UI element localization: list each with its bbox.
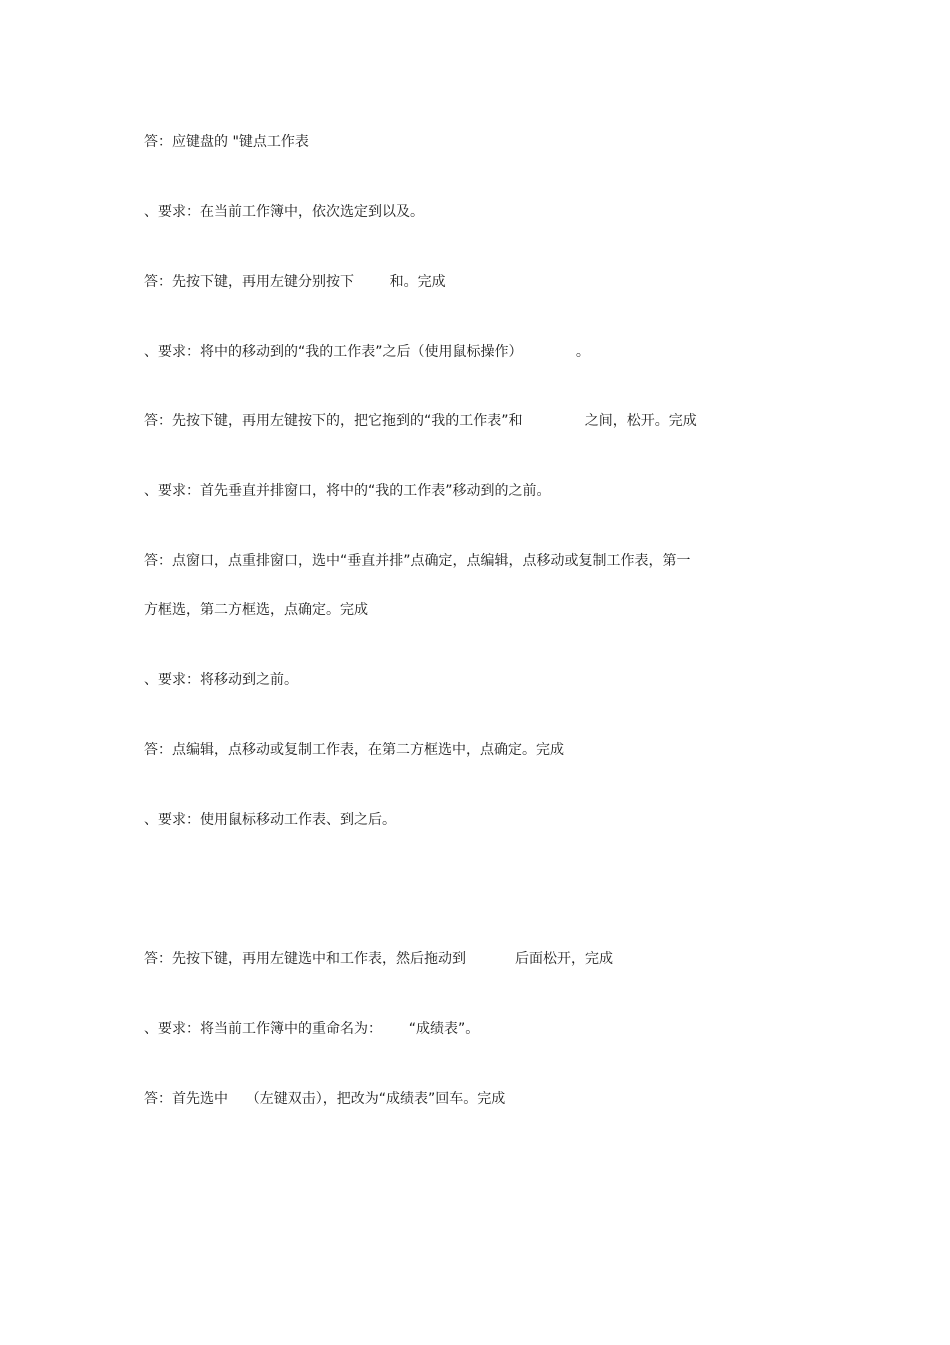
requirement-line-1: 、要求：在当前工作簿中，依次选定到以及。 [144, 204, 424, 220]
requirement-line-4: 、要求：将移动到之前。 [144, 672, 298, 688]
answer-line-5: 答：点编辑，点移动或复制工作表，在第二方框选中，点确定。完成 [144, 742, 564, 758]
answer-line-4: 答：点窗口，点重排窗口，选中“垂直并排”点确定，点编辑，点移动或复制工作表，第一 [144, 553, 691, 569]
requirement-line-6: 、要求：将当前工作簿中的重命名为： “成绩表”。 [144, 1021, 480, 1037]
answer-line-6: 答：先按下键，再用左键选中和工作表，然后拖动到 后面松开，完成 [144, 951, 613, 967]
answer-line-2: 答：先按下键，再用左键分别按下 和。完成 [144, 274, 446, 290]
requirement-line-2: 、要求：将中的移动到的“我的工作表”之后（使用鼠标操作） 。 [144, 344, 590, 360]
requirement-line-3: 、要求：首先垂直并排窗口，将中的“我的工作表”移动到的之前。 [144, 483, 551, 499]
answer-line-1: 答：应键盘的 "键点工作表 [144, 134, 309, 150]
requirement-line-5: 、要求：使用鼠标移动工作表、到之后。 [144, 812, 396, 828]
answer-line-4-continued: 方框选，第二方框选，点确定。完成 [144, 602, 368, 618]
answer-line-7: 答：首先选中 （左键双击），把改为“成绩表”回车。完成 [144, 1091, 506, 1107]
answer-line-3: 答：先按下键，再用左键按下的，把它拖到的“我的工作表”和 之间，松开。完成 [144, 413, 697, 429]
